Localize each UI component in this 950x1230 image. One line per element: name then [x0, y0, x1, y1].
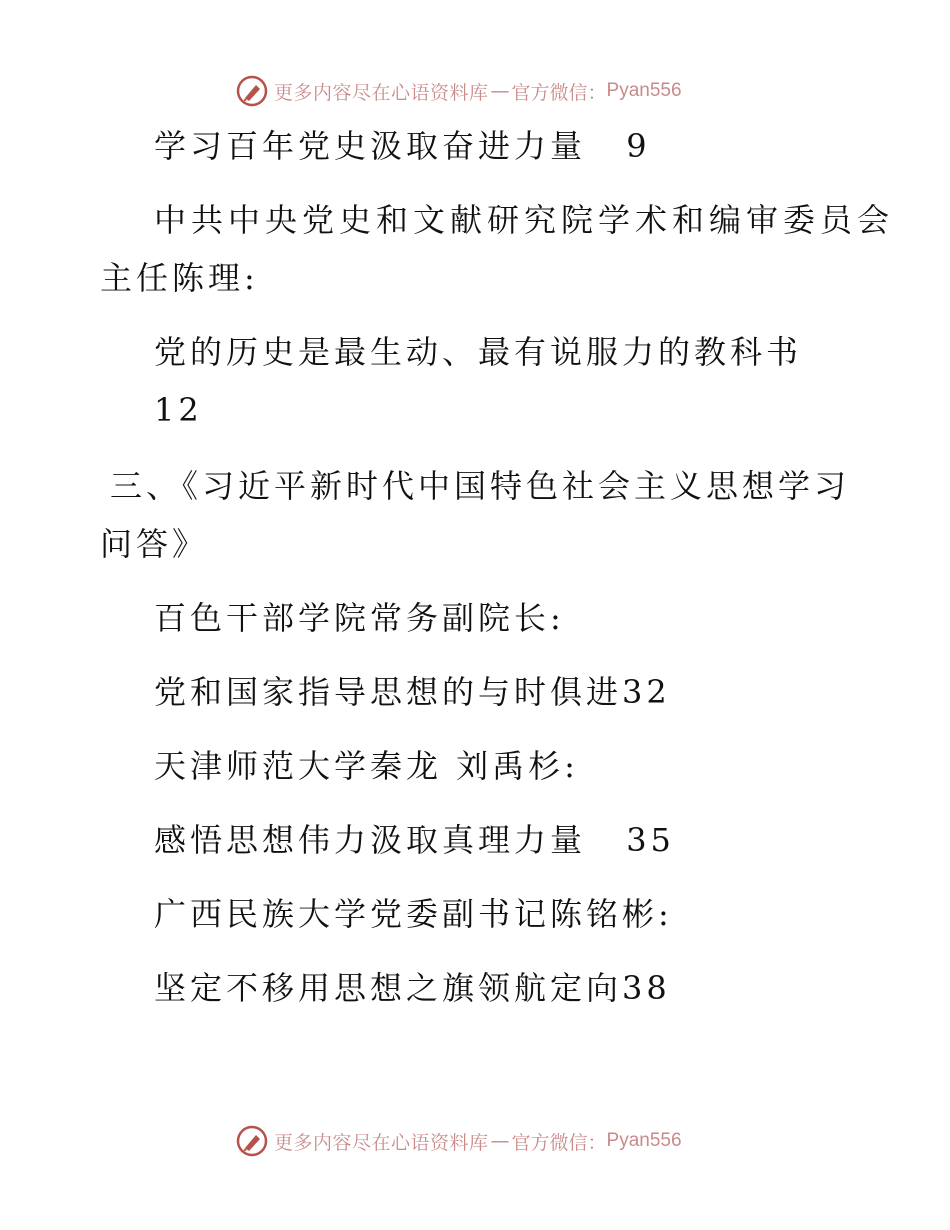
watermark-label: 官方微信：	[511, 81, 607, 104]
watermark-dash: —	[490, 1130, 510, 1152]
entry-title: 坚定不移用思想之旗领航定向	[154, 969, 623, 1007]
entry-page-number: 32	[622, 673, 671, 711]
toc-author: 天津师范大学秦龙 刘禹杉:	[154, 747, 579, 785]
pen-logo-icon	[236, 75, 268, 107]
toc-entry	[154, 820, 675, 860]
watermark-account: Pyan556	[606, 80, 682, 101]
toc-author: 广西民族大学党委副书记陈铭彬:	[154, 895, 673, 933]
toc-author: 中共中央党史和文献研究院学术和编审委员会	[154, 201, 895, 239]
entry-page-number: 12	[154, 391, 203, 429]
watermark-account: Pyan556	[606, 1130, 682, 1151]
watermark-dash: —	[490, 80, 510, 102]
watermark-label: 官方微信：	[511, 1131, 607, 1154]
toc-author-continued: 主任陈理:	[100, 259, 259, 297]
toc-entry	[154, 968, 671, 1008]
toc-author: 百色干部学院常务副院长:	[154, 599, 565, 637]
section-heading-continued: 问答》	[100, 525, 209, 563]
watermark-footer	[236, 1124, 682, 1158]
watermark-text: 更多内容尽在心语资料库	[274, 1131, 489, 1154]
entry-title: 党的历史是最生动、最有说服力的教科书	[154, 333, 803, 371]
watermark-text: 更多内容尽在心语资料库	[274, 81, 489, 104]
entry-page-number: 38	[622, 969, 671, 1007]
entry-page-number: 9	[626, 127, 651, 165]
entry-title: 感悟思想伟力汲取真理力量	[154, 821, 587, 859]
toc-entry	[154, 126, 651, 166]
toc-entry	[154, 672, 671, 712]
watermark-header	[236, 74, 682, 108]
entry-title: 党和国家指导思想的与时俱进	[154, 673, 623, 711]
toc-entry	[154, 332, 802, 372]
entry-title: 学习百年党史汲取奋进力量	[154, 127, 587, 165]
section-heading: 三、《习近平新时代中国特色社会主义思想学习	[110, 467, 851, 505]
pen-logo-icon	[236, 1125, 268, 1157]
entry-page-number: 35	[626, 821, 675, 859]
